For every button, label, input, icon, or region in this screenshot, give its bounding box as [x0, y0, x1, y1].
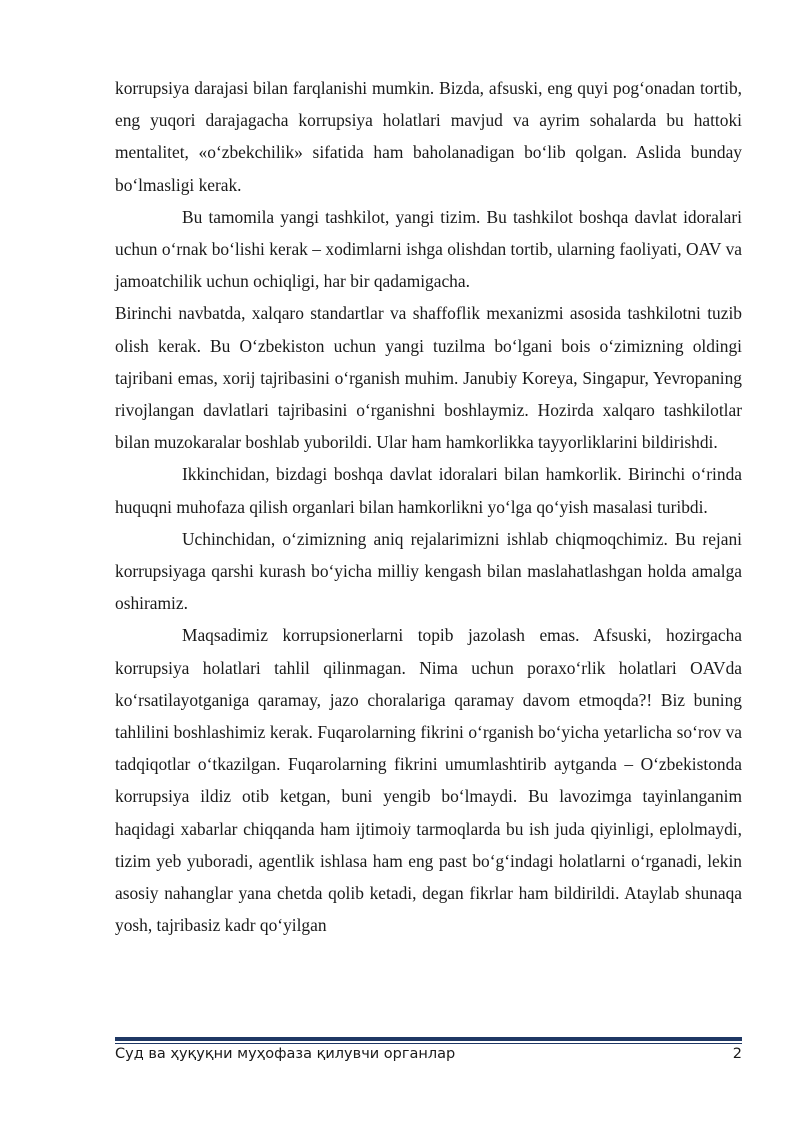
footer-rule: [115, 1037, 742, 1041]
page-footer: [115, 1046, 742, 1070]
paragraph: Ikkinchidan, bizdagi boshqa davlat idoralari bilan hamkorlik. Birinchi o‘rinda huquqni muhofaza qilish organlari bilan hamkorlikni yo‘lga qo‘yish masalasi turibdi.: [115, 464, 742, 517]
page-number: 2: [732, 1046, 742, 1062]
paragraph: Bu tamomila yangi tashkilot, yangi tizim. Bu tashkilot boshqa davlat idoralari uchun o‘rnak bo‘lishi kerak – xodimlarni ishga olishdan tortib, ularning faoliyati, OAV va jamoatchilik uchun ochiqligi, har bir qadamigacha.: [115, 206, 742, 292]
body-text: [115, 72, 742, 941]
footer-rule-thin: [115, 1043, 742, 1044]
paragraph: korrupsiya darajasi bilan farqlanishi mumkin. Bizda, afsuski, eng quyi pog‘onadan tortib, eng yuqori darajagacha korrupsiya holatlari mavjud va ayrim sohalarda bu hattoki mentalitet, «o‘zbekchilik» sifatida ham baholanadigan bo‘lib qolgan. Aslida bunday bo‘lmasligi kerak.: [115, 78, 742, 195]
paragraph: Uchinchidan, o‘zimizning aniq rejalarimizni ishlab chiqmoqchimiz. Bu rejani korrupsiyaga qarshi kurash bo‘yicha milliy kengash bilan maslahatlashgan holda amalga oshiramiz.: [115, 528, 742, 614]
paragraph: Birinchi navbatda, xalqaro standartlar va shaffoflik mexanizmi asosida tashkilotni tuzib olish kerak. Bu O‘zbekiston uchun yangi tuzilma bo‘lgani bois o‘zimizning oldingi tajribani emas, xorij tajribasini o‘rganish muhim. Janubiy Koreya, Singapur, Yevropaning rivojlangan davlatlari tajribasini o‘rganishni boshlaymiz. Hozirda xalqaro tashkilotlar bilan muzokaralar boshlab yuborildi. Ular ham hamkorlikka tayyorliklarini bildirishdi.: [115, 303, 742, 453]
paragraph: Maqsadimiz korrupsionerlarni topib jazolash emas. Afsuski, hozirgacha korrupsiya holatlari tahlil qilinmagan. Nima uchun poraxo‘rlik holatlari OAVda ko‘rsatilayotganiga qaramay, jazo choralariga qaramay davom etmoqda?! Biz buning tahlilini boshlashimiz kerak. Fuqarolarning fikrini o‘rganish bo‘yicha yetarlicha so‘rov va tadqiqotlar o‘tkazilgan. Fuqarolarning fikrini umumlashtirib aytganda – O‘zbekistonda korrupsiya ildiz otib ketgan, buni yengib bo‘lmaydi. Bu lavozimga tayinlanganim haqidagi xabarlar chiqqanda ham ijtimoiy tarmoqlarda bu ish juda qiyinligi, eplolmaydi, tizim yeb yuboradi, agentlik ishlasa ham eng past bo‘g‘indagi holatlarni o‘rganadi, lekin asosiy nahanglar yana chetda qolib ketadi, degan fikrlar ham bildirildi. Ataylab shunaqa yosh, tajribasiz kadr qo‘yilgan: [115, 625, 742, 936]
footer-title: Суд ва ҳуқуқни муҳофаза қилувчи органлар: [115, 1046, 456, 1062]
